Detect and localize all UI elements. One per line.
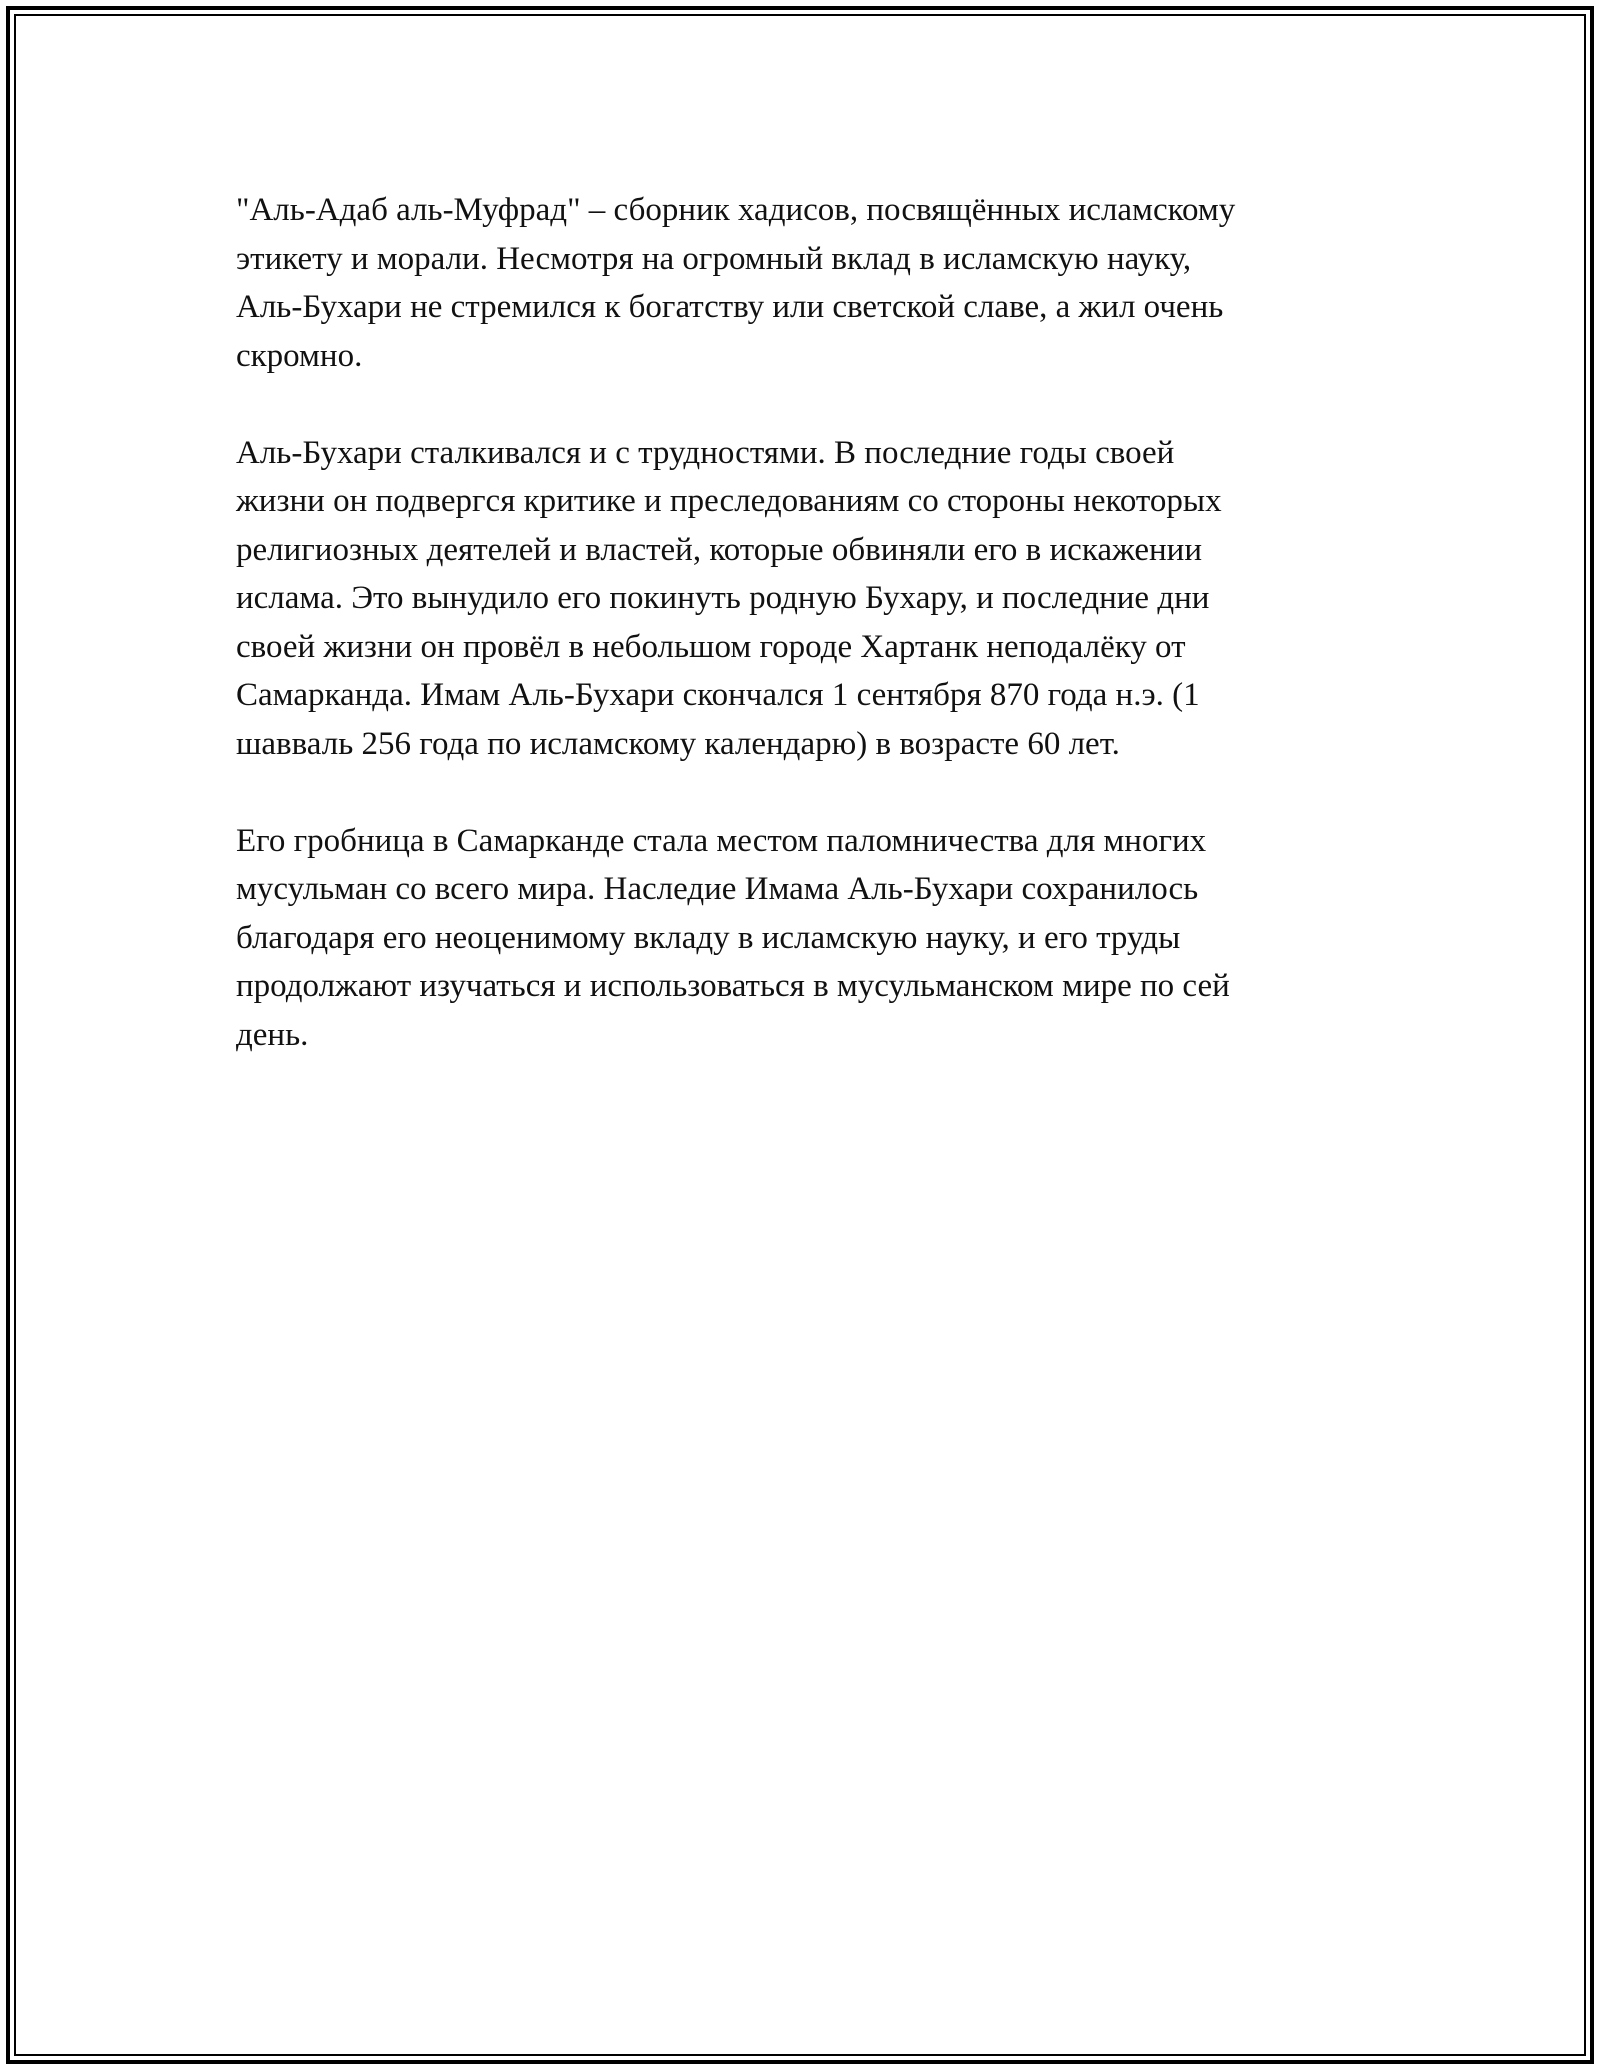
- text-line: этикету и морали. Несмотря на огромный вклад в исламскую науку,: [236, 240, 1192, 277]
- text-line: "Аль-Адаб аль-Муфрад" – сборник хадисов, посвящённых исламскому: [236, 192, 1236, 228]
- paragraph: [236, 429, 1366, 769]
- text-line: жизни он подвергся критике и преследованиям со стороны некоторых: [236, 483, 1222, 519]
- text-line: благодаря его неоценимому вкладу в исламскую науку, и его труды: [236, 919, 1181, 956]
- text-line: Аль-Бухари сталкивался и с трудностями. В последние годы своей: [236, 434, 1175, 471]
- text-line: Его гробница в Самарканде стала местом паломничества для многих: [236, 822, 1207, 859]
- text-line: скромно.: [236, 337, 363, 374]
- text-line: шавваль 256 года по исламскому календарю) в возрасте 60 лет.: [236, 725, 1120, 762]
- text-line: религиозных деятелей и властей, которые обвиняли его в искажении: [236, 531, 1202, 568]
- text-line: продолжают изучаться и использоваться в мусульманском мире по сей: [236, 968, 1230, 1004]
- text-line: Самарканда. Имам Аль-Бухари скончался 1 сентября 870 года н.э. (1: [236, 677, 1200, 713]
- text-line: ислама. Это вынудило его покинуть родную Бухару, и последние дни: [236, 580, 1210, 616]
- text-line: день.: [236, 1016, 309, 1053]
- text-line: Аль-Бухари не стремился к богатству или светской славе, а жил очень: [236, 289, 1224, 325]
- paragraph: [236, 186, 1366, 380]
- text-line: мусульман со всего мира. Наследие Имама Аль-Бухари сохранилось: [236, 871, 1199, 907]
- document-body: [236, 186, 1366, 1108]
- text-line: своей жизни он провёл в небольшом городе Хартанк неподалёку от: [236, 628, 1186, 665]
- paragraph: [236, 817, 1366, 1060]
